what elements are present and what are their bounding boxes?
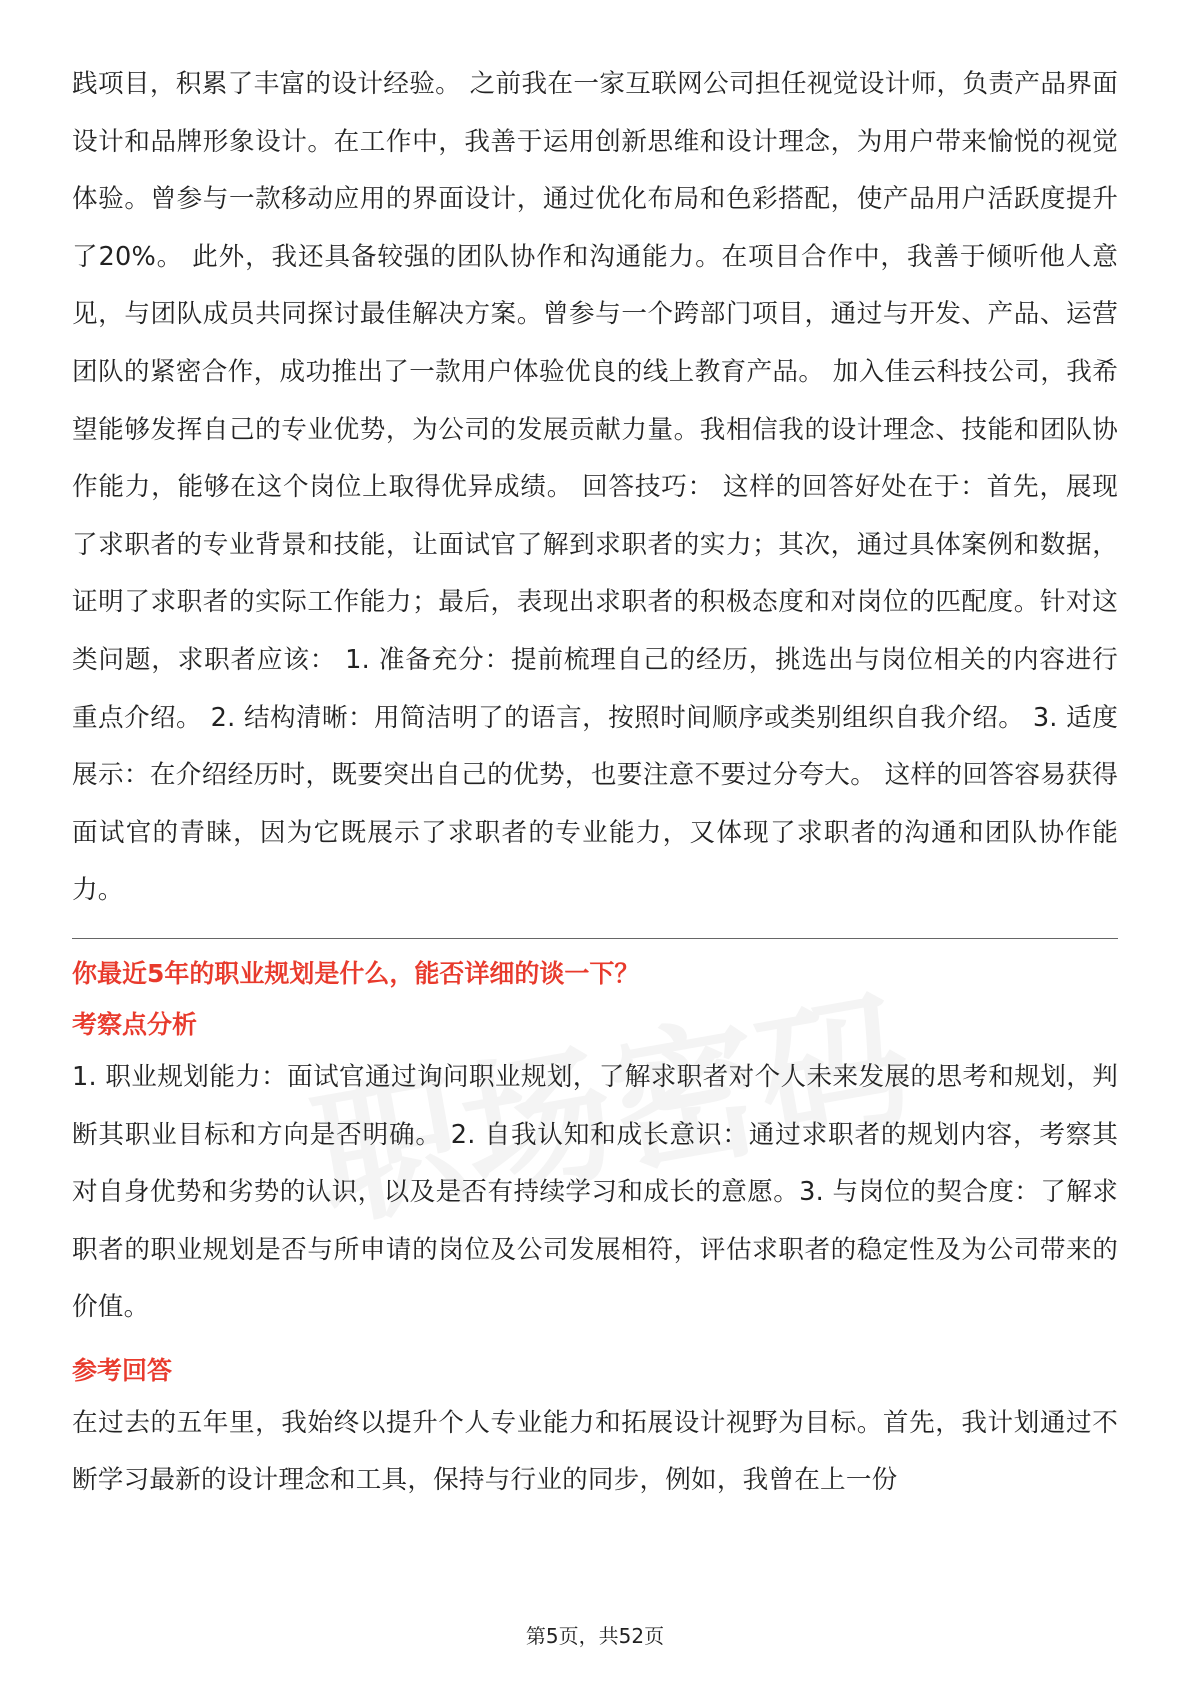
page-content	[72, 56, 1118, 1510]
page-indicator: 第5页，共52页	[525, 1624, 665, 1648]
section-divider	[72, 938, 1118, 939]
analysis-text: 1. 职业规划能力：面试官通过询问职业规划，了解求职者对个人未来发展的思考和规划，判断其职业目标和方向是否明确。 2. 自我认知和成长意识：通过求职者的规划内容，考察其对自身优势和劣势的认识，以及是否有持续学习和成长的意愿。3. 与岗位的契合度：了解求职者的职业规划是否与所申请的岗位及公司发展相符，评估求职者的稳定性及为公司带来的价值。	[72, 1061, 1118, 1323]
analysis-heading: 考察点分析	[72, 1009, 198, 1039]
continued-answer-text: 践项目，积累了丰富的设计经验。 之前我在一家互联网公司担任视觉设计师，负责产品界面设计和品牌形象设计。在工作中，我善于运用创新思维和设计理念，为用户带来愉悦的视觉体验。曾参与一款移动应用的界面设计，通过优化布局和色彩搭配，使产品用户活跃度提升了20%。 此外，我还具备较强的团队协作和沟通能力。在项目合作中，我善于倾听他人意见，与团队成员共同探讨最佳解决方案。曾参与一个跨部门项目，通过与开发、产品、运营团队的紧密合作，成功推出了一款用户体验优良的线上教育产品。 加入佳云科技公司，我希望能够发挥自己的专业优势，为公司的发展贡献力量。我相信我的设计理念、技能和团队协作能力，能够在这个岗位上取得优异成绩。 回答技巧： 这样的回答好处在于：首先，展现了求职者的专业背景和技能，让面试官了解到求职者的实力；其次，通过具体案例和数据，证明了求职者的实际工作能力；最后，表现出求职者的积极态度和对岗位的匹配度。针对这类问题，求职者应该： 1. 准备充分：提前梳理自己的经历，挑选出与岗位相关的内容进行重点介绍。 2. 结构清晰：用简洁明了的语言，按照时间顺序或类别组织自我介绍。 3. 适度展示：在介绍经历时，既要突出自己的优势，也要注意不要过分夸大。 这样的回答容易获得面试官的青睐，因为它既展示了求职者的专业能力，又体现了求职者的沟通和团队协作能力。	[72, 69, 1118, 906]
question-title: 你最近5年的职业规划是什么，能否详细的谈一下？	[72, 958, 640, 988]
answer-text: 在过去的五年里，我始终以提升个人专业能力和拓展设计视野为目标。首先，我计划通过不断学习最新的设计理念和工具，保持与行业的同步，例如，我曾在上一份	[72, 1407, 1118, 1496]
answer-heading: 参考回答	[72, 1355, 173, 1385]
